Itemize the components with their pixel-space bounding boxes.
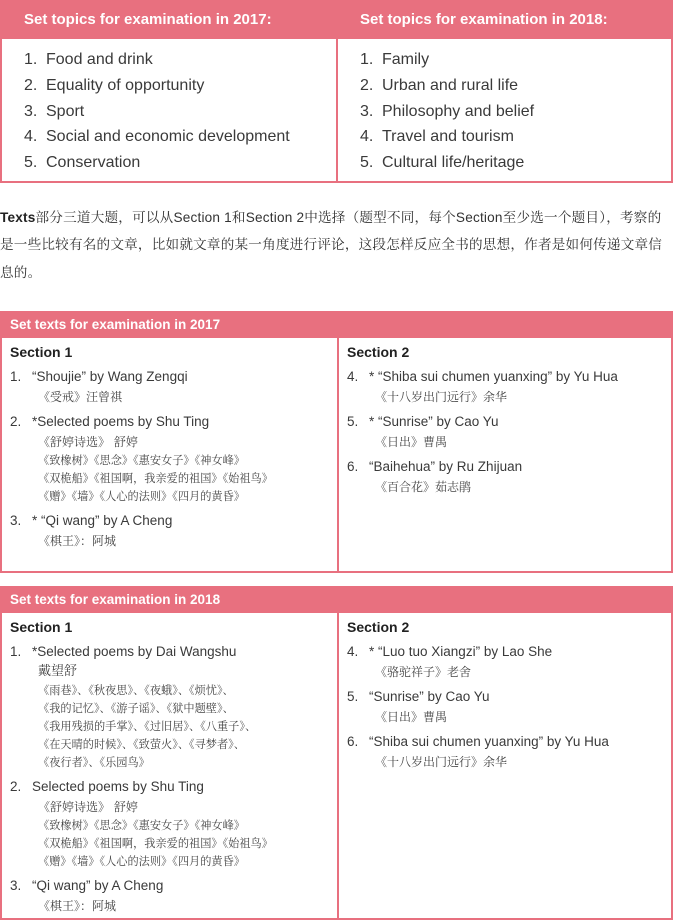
poem-list-line: 《双桅船》《祖国啊，我亲爱的祖国》《始祖鸟》 bbox=[38, 837, 273, 850]
section-1-column bbox=[2, 338, 339, 571]
poem-list-line: 《我的记忆》、《游子谣》、《狱中题壁》、 bbox=[38, 702, 234, 715]
section-title: Section 1 bbox=[10, 344, 73, 360]
poem-list-line: 《在天晴的时候》、《致萤火》、《寻梦者》、 bbox=[38, 738, 245, 751]
texts-label: Texts bbox=[0, 210, 36, 225]
poem-list-line: 《赠》《墙》《人心的法则》《四月的黄昏》 bbox=[38, 490, 245, 503]
list-item: 3. Philosophy and belief bbox=[360, 102, 535, 120]
chinese-title: 《舒婷诗选》 舒婷 bbox=[38, 435, 138, 449]
list-item: 6. “Baihehua” by Ru Zhijuan bbox=[347, 459, 523, 474]
section-1-column bbox=[2, 613, 339, 918]
list-item: 2. Equality of opportunity bbox=[24, 76, 205, 94]
set-texts-2018-table bbox=[0, 586, 673, 920]
set-texts-2018-header: Set texts for examination in 2018 bbox=[2, 586, 671, 613]
poem-list-line: 《我用残损的手掌》、《过旧居》、《八重子》、 bbox=[38, 720, 257, 733]
section-title: Section 2 bbox=[347, 344, 410, 360]
poem-list-line: 《夜行者》、《乐园鸟》 bbox=[38, 756, 150, 769]
list-item: 4. Travel and tourism bbox=[360, 128, 514, 146]
chinese-title: 《舒婷诗选》 舒婷 bbox=[38, 800, 138, 814]
chinese-title: 《棋王》：阿城 bbox=[38, 534, 117, 548]
section-2-column bbox=[339, 338, 671, 571]
list-item: 2. Urban and rural life bbox=[360, 76, 519, 94]
section-title: Section 1 bbox=[10, 619, 73, 635]
list-item: 1. *Selected poems by Dai Wangshu bbox=[10, 644, 237, 659]
section-title: Section 2 bbox=[347, 619, 410, 635]
list-item: 3. * “Qi wang” by A Cheng bbox=[10, 513, 173, 528]
topics-2017-header: Set topics for examination in 2017: bbox=[2, 0, 336, 39]
list-item: 1. Family bbox=[360, 51, 430, 68]
list-item: 1. Food and drink bbox=[24, 51, 153, 68]
list-item: 4. * “Luo tuo Xiangzi” by Lao She bbox=[347, 644, 553, 659]
chinese-title: 《日出》曹禺 bbox=[375, 435, 448, 449]
set-texts-2017-header: Set texts for examination in 2017 bbox=[2, 311, 671, 338]
list-item: 3. “Qi wang” by A Cheng bbox=[10, 878, 164, 893]
list-item: 5. Cultural life/heritage bbox=[360, 154, 525, 172]
chinese-title: 《百合花》茹志鹃 bbox=[375, 480, 472, 494]
list-item: 5. “Sunrise” by Cao Yu bbox=[347, 689, 490, 704]
topics-2018-list bbox=[338, 39, 671, 176]
chinese-title: 《十八岁出门远行》余华 bbox=[375, 755, 508, 769]
texts-description bbox=[0, 204, 673, 286]
topics-table bbox=[0, 0, 673, 183]
chinese-author: 戴望舒 bbox=[38, 664, 78, 679]
chinese-title: 《骆驼祥子》老舍 bbox=[375, 665, 472, 679]
list-item: 4. Social and economic development bbox=[24, 128, 290, 146]
topics-2017-list bbox=[2, 39, 336, 176]
topics-2018-column bbox=[338, 0, 673, 181]
poem-list-line: 《双桅船》《祖国啊，我亲爱的祖国》《始祖鸟》 bbox=[38, 472, 273, 485]
list-item: 5. Conservation bbox=[24, 154, 141, 172]
poem-list-line: 《赠》《墙》《人心的法则》《四月的黄昏》 bbox=[38, 855, 245, 868]
poem-list-line: 《致橡树》《思念》《惠安女子》《神女峰》 bbox=[38, 819, 245, 832]
chinese-title: 《十八岁出门远行》余华 bbox=[375, 390, 508, 404]
chinese-title: 《棋王》：阿城 bbox=[38, 899, 117, 913]
list-item: 1. “Shoujie” by Wang Zengqi bbox=[10, 369, 188, 384]
chinese-title: 《受戒》汪曾祺 bbox=[38, 390, 123, 404]
list-item: 5. * “Sunrise” by Cao Yu bbox=[347, 414, 499, 429]
topics-2017-column bbox=[0, 0, 338, 181]
list-item: 4. * “Shiba sui chumen yuanxing” by Yu Hua bbox=[347, 369, 618, 384]
list-item: 2. Selected poems by Shu Ting bbox=[10, 779, 204, 794]
list-item: 3. Sport bbox=[24, 102, 85, 120]
poem-list-line: 《致橡树》《思念》《惠安女子》《神女峰》 bbox=[38, 454, 245, 467]
chinese-title: 《日出》曹禺 bbox=[375, 710, 448, 724]
list-item: 2. *Selected poems by Shu Ting bbox=[10, 414, 210, 429]
topics-2018-header: Set topics for examination in 2018: bbox=[338, 0, 671, 39]
poem-list-line: 《雨巷》、《秋夜思》、《夜蛾》、《烦忧》、 bbox=[38, 684, 234, 697]
set-texts-2017-table bbox=[0, 311, 673, 573]
section-2-column bbox=[339, 613, 671, 918]
texts-description-body: 部分三道大题，可以从Section 1和Section 2中选择（题型不同，每个Section至少选一个题目），考察的是一些比较有名的文章，比如就文章的某一角度进行评论，这段怎样反应全书的思想，作者是如何传递文章信息的。 bbox=[0, 210, 663, 280]
list-item: 6. “Shiba sui chumen yuanxing” by Yu Hua bbox=[347, 734, 609, 749]
